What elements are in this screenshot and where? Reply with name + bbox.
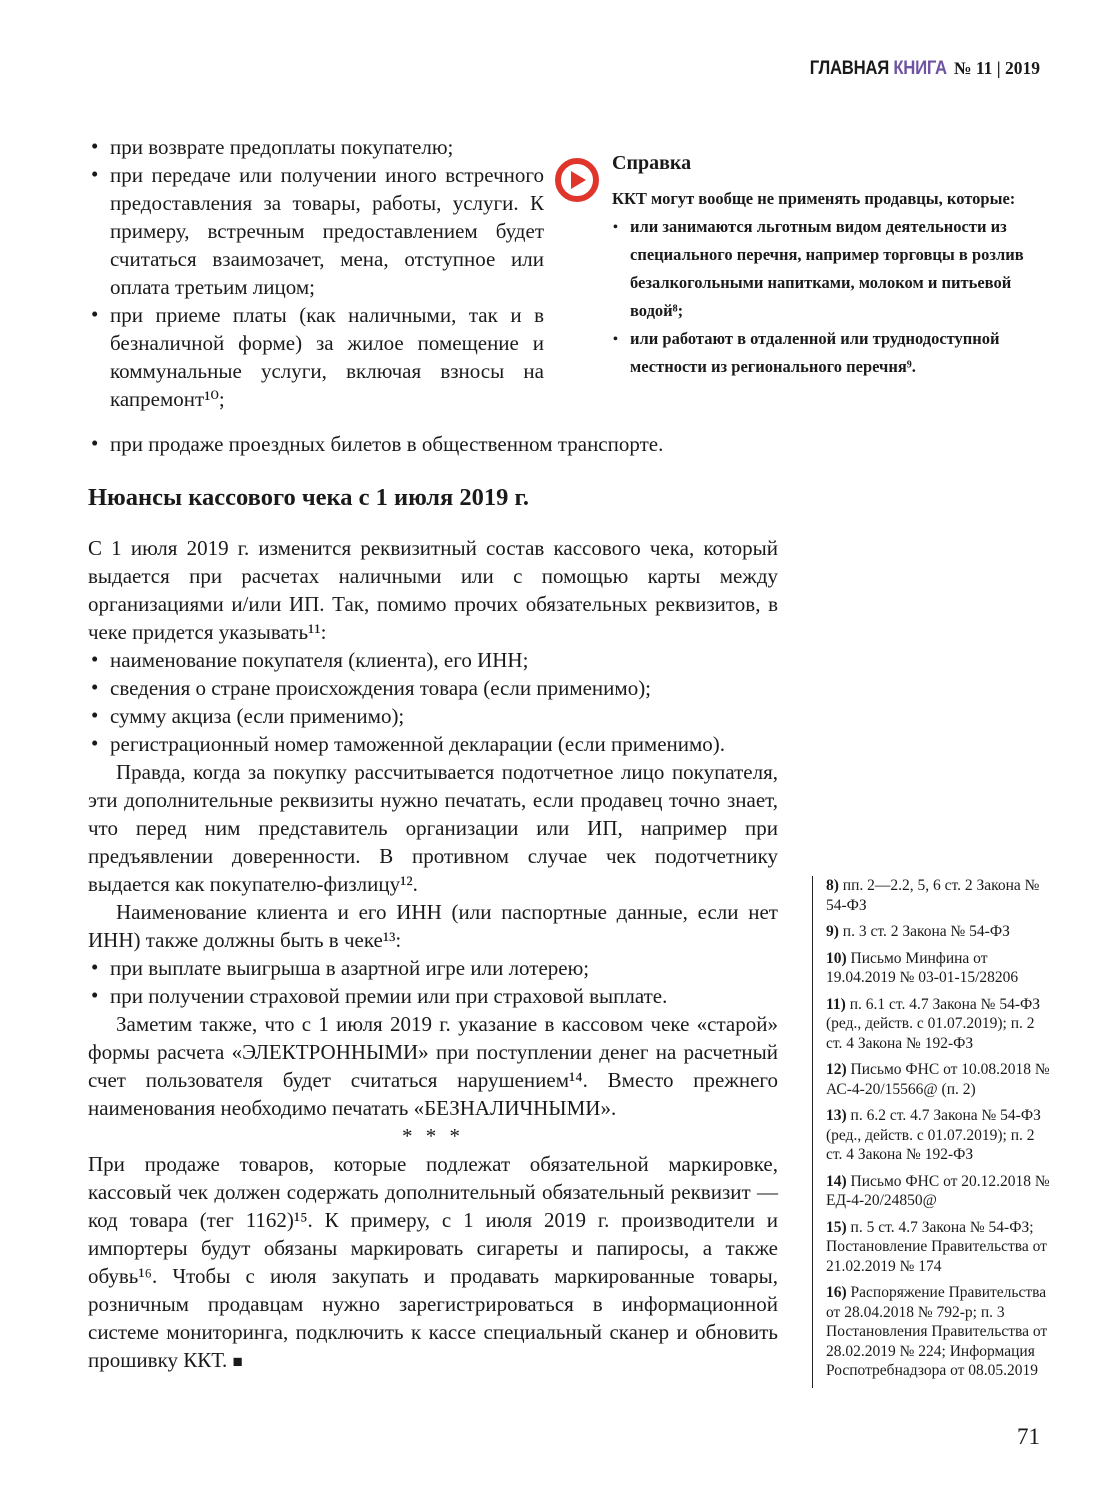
bullet-item xyxy=(88,161,544,301)
intro-bullet-wide xyxy=(88,430,808,458)
bullet-dot: • xyxy=(91,955,99,979)
footnote-text: п. 3 ст. 2 Закона № 54-ФЗ xyxy=(842,923,1010,940)
bullet-text: при приеме платы (как наличными, так и в безналичной форме) за жилое помещение и коммунальные услуги, включая взносы на капремонт¹⁰; xyxy=(110,303,544,411)
footnote-number: 11) xyxy=(826,995,846,1013)
footnote-text: Письмо ФНС от 20.12.2018 № ЕД-4-20/24850@ xyxy=(826,1172,1050,1209)
bullet-text: при возврате предоплаты покупателю; xyxy=(110,135,454,159)
spravka-content xyxy=(612,152,1041,381)
paragraph: Наименование клиента и его ИНН (или паспортные данные, если нет ИНН) также должны быть в чеке¹³: xyxy=(88,900,778,952)
footnote-number: 14) xyxy=(826,1172,847,1190)
footnote-item xyxy=(826,949,1054,988)
paragraph xyxy=(88,1150,778,1376)
bullet-dot: • xyxy=(613,220,618,235)
bullet-item xyxy=(88,301,544,413)
article-body xyxy=(88,534,778,1376)
footnote-text: Письмо Минфина от 19.04.2019 № 03-01-15/28206 xyxy=(826,949,1019,986)
brand-name xyxy=(810,58,947,80)
footnote-number: 8) xyxy=(826,877,839,894)
footnote-text: пп. 2—2.2, 5, 6 ст. 2 Закона № 54-ФЗ xyxy=(826,877,1040,914)
intro-bullet-list xyxy=(88,133,544,413)
footnote-item xyxy=(826,876,1054,915)
brand-purple: КНИГА xyxy=(893,58,947,79)
bullet-item xyxy=(88,954,778,982)
footnote-item xyxy=(826,1218,1054,1277)
footnote-text: Распоряжение Правительства от 28.04.2018 № 792-р; п. 3 Постановления Правительства от 28.02.2019 № 224; Информация Роспотребнадзора от 08.05.2019 xyxy=(826,1284,1048,1379)
bullet-dot: • xyxy=(91,302,99,326)
section-heading: Нюансы кассового чека с 1 июля 2019 г. xyxy=(88,484,530,511)
bullet-text: регистрационный номер таможенной декларации (если применимо). xyxy=(110,732,726,756)
bullet-item xyxy=(88,730,778,758)
magazine-header xyxy=(791,58,1040,80)
bullet-text: при выплате выигрыша в азартной игре или лотерею; xyxy=(110,956,590,980)
bullet-dot: • xyxy=(91,647,99,671)
footnote-text: п. 6.1 ст. 4.7 Закона № 54-ФЗ (ред., действ. с 01.07.2019); п. 2 ст. 4 Закона № 192-ФЗ xyxy=(826,995,1040,1052)
paragraph: Заметим также, что с 1 июля 2019 г. указание в кассовом чеке «старой» формы расчета «ЭЛЕКТРОННЫМИ» при поступлении денег на расчетный счет пользователя будет считаться нарушением¹⁴. Вместо прежнего наименования необходимо печатать «БЕЗНАЛИЧНЫМИ». xyxy=(88,1012,778,1120)
spravka-body xyxy=(612,185,1041,381)
spravka-item-text: или занимаются льготным видом деятельности из специального перечня, например торговцы в розлив безалкогольными напитками, молоком и питьевой водой⁸; xyxy=(630,217,1024,320)
bullet-text: сумму акциза (если применимо); xyxy=(110,704,405,728)
bullet-text: сведения о стране происхождения товара (если применимо); xyxy=(110,676,652,700)
bullet-text: при передаче или получении иного встречного предоставления за товары, работы, услуги. К примеру, встречным предоставлением будет считаться взаимозачет, мена, отступное или оплата третьим лицом; xyxy=(110,163,544,299)
play-circle-icon xyxy=(555,158,599,202)
brand-black: ГЛАВНАЯ xyxy=(809,58,890,79)
page-number: 71 xyxy=(1017,1424,1040,1449)
bullet-dot: • xyxy=(91,162,99,186)
spravka-item-text: или работают в отдаленной или труднодоступной местности из регионального перечня⁹. xyxy=(630,329,1000,376)
footnote-number: 10) xyxy=(826,949,847,967)
footnote-number: 13) xyxy=(826,1107,847,1124)
bullet-dot: • xyxy=(91,675,99,699)
asterisk-divider: * * * xyxy=(402,1124,464,1148)
spravka-title: Справка xyxy=(612,152,692,174)
bullet-item xyxy=(88,430,808,458)
bullet-dot: • xyxy=(613,332,618,347)
bullet-item xyxy=(88,702,778,730)
issue-number: № 11 | 2019 xyxy=(953,58,1040,78)
footnote-item xyxy=(826,1172,1054,1211)
bullet-dot: • xyxy=(91,983,99,1007)
spravka-item xyxy=(612,325,1041,381)
paragraph-text: При продаже товаров, которые подлежат обязательной маркировке, кассовый чек должен содержать дополнительный обязательный реквизит — код товара (тег 1162)¹⁵. К примеру, с 1 июля 2019 г. производители и импортеры будут обязаны маркировать сигареты и папиросы, а также обувь¹⁶. Чтобы с июля закупать и продавать маркированные товары, розничным продавцам нужно зарегистрироваться в информационной системе мониторинга, подключить к кассе специальный сканер и обновить прошивку ККТ. xyxy=(88,1152,778,1372)
bullet-item xyxy=(88,646,778,674)
footnotes-sidebar xyxy=(812,876,1054,1388)
bullet-item xyxy=(88,674,778,702)
bullet-text: при получении страховой премии или при страховой выплате. xyxy=(110,984,668,1008)
bullet-item xyxy=(88,133,544,161)
footnote-number: 12) xyxy=(826,1061,847,1078)
footnote-item xyxy=(826,1106,1054,1165)
footnote-text: Письмо ФНС от 10.08.2018 № АС-4-20/15566@ (п. 2) xyxy=(826,1061,1050,1098)
bullet-item xyxy=(88,982,778,1010)
bullet-dot: • xyxy=(91,703,99,727)
footnote-item xyxy=(826,1283,1054,1381)
bullet-dot: • xyxy=(91,134,99,158)
end-mark-icon: ■ xyxy=(232,1352,243,1371)
spravka-lead: ККТ могут вообще не применять продавцы, которые: xyxy=(612,189,1016,208)
footnote-item xyxy=(826,995,1054,1054)
footnote-item xyxy=(826,922,1054,942)
bullet-text: при продаже проездных билетов в общественном транспорте. xyxy=(110,432,664,456)
paragraph: Правда, когда за покупку рассчитывается подотчетное лицо покупателя, эти дополнительные реквизиты нужно печатать, если продавец точно знает, что перед ним представитель организации или ИП, например при предъявлении доверенности. В противном случае чек подотчетнику выдается как покупателю-физлицу¹². xyxy=(88,760,778,896)
footnote-item xyxy=(826,1060,1054,1099)
footnote-text: п. 6.2 ст. 4.7 Закона № 54-ФЗ (ред., действ. с 01.07.2019); п. 2 ст. 4 Закона № 192-ФЗ xyxy=(826,1107,1041,1163)
footnote-text: п. 5 ст. 4.7 Закона № 54-ФЗ; Постановление Правительства от 21.02.2019 № 174 xyxy=(826,1218,1047,1275)
footnote-number: 15) xyxy=(826,1218,847,1236)
spravka-box xyxy=(553,152,1041,381)
spravka-item xyxy=(612,213,1041,325)
footnote-number: 9) xyxy=(826,923,839,940)
footnote-number: 16) xyxy=(826,1284,847,1301)
bullet-dot: • xyxy=(91,431,99,455)
paragraph: С 1 июля 2019 г. изменится реквизитный состав кассового чека, который выдается при расчетах наличными или с помощью карты между организациями и/или ИП. Так, помимо прочих обязательных реквизитов, в чеке придется указывать¹¹: xyxy=(88,536,778,644)
bullet-text: наименование покупателя (клиента), его ИНН; xyxy=(110,648,529,672)
bullet-dot: • xyxy=(91,731,99,755)
